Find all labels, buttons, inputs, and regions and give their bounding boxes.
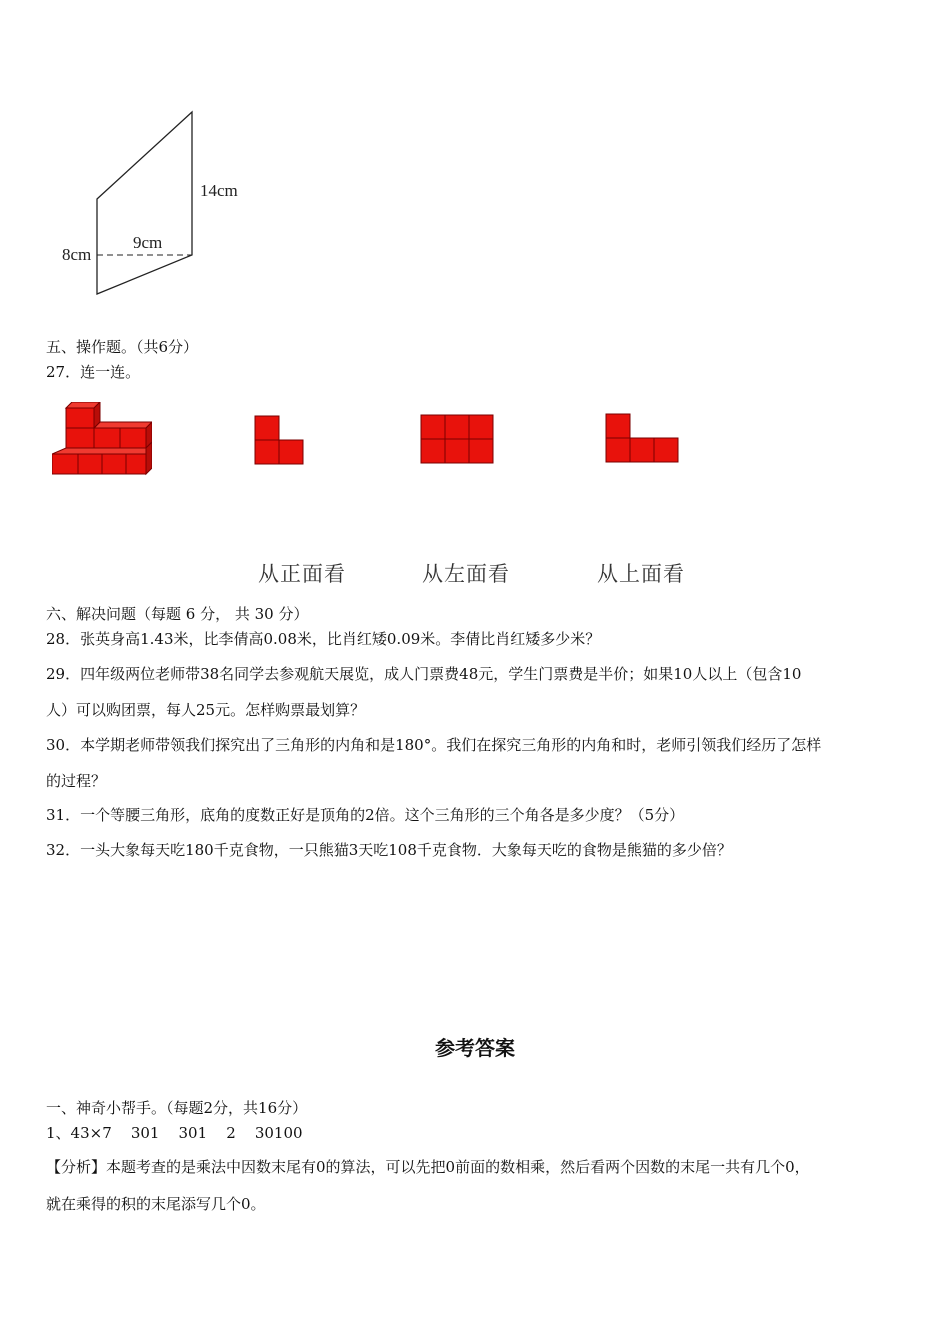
question-31: 31．一个等腰三角形，底角的度数正好是顶角的2倍。这个三角形的三个角各是多少度？（5分）: [46, 806, 685, 824]
question-32: 32．一头大象每天吃180千克食物，一只熊猫3天吃108千克食物．大象每天吃的食物是熊猫的多少倍？: [46, 841, 732, 859]
parallelogram-figure: [55, 105, 255, 305]
height-label: 14cm: [200, 181, 238, 200]
section5-heading: 五、操作题。（共6分）: [46, 338, 199, 356]
answer-1: 1、43×7 301 301 2 30100: [46, 1124, 303, 1142]
section6-heading: 六、解决问题（每题 6 分， 共 30 分）: [46, 605, 309, 623]
cube-stack-icon: [52, 402, 152, 476]
view-label-top: 从上面看: [597, 562, 685, 586]
question-29-line2: 人）可以购团票，每人25元。怎样购票最划算？: [46, 701, 366, 719]
left-view-icon: [420, 414, 496, 466]
question-30-line2: 的过程？: [46, 772, 107, 790]
question-28: 28．张英身高1.43米，比李倩高0.08米，比肖红矮0.09米。李倩比肖红矮多少米？: [46, 630, 601, 648]
parallelogram-shape: [97, 112, 192, 294]
question-27: 27．连一连。: [46, 363, 141, 381]
top-view-icon: [605, 413, 681, 465]
side-label: 8cm: [62, 245, 92, 264]
analysis-line1: 【分析】本题考查的是乘法中因数末尾有0的算法，可以先把0前面的数相乘，然后看两个因数的末尾一共有几个0，: [46, 1158, 810, 1176]
answers-title: 参考答案: [435, 1036, 515, 1060]
question-30-line1: 30．本学期老师带领我们探究出了三角形的内角和是180°。我们在探究三角形的内角和时，老师引领我们经历了怎样: [46, 736, 822, 754]
view-label-left: 从左面看: [422, 562, 510, 586]
answers-section1-heading: 一、神奇小帮手。（每题2分，共16分）: [46, 1099, 308, 1117]
base-label: 9cm: [133, 233, 163, 252]
question-29-line1: 29．四年级两位老师带38名同学去参观航天展览，成人门票费48元，学生门票费是半价；如果10人以上（包含10: [46, 665, 802, 683]
analysis-line2: 就在乘得的积的末尾添写几个0。: [46, 1195, 266, 1213]
view-label-front: 从正面看: [258, 562, 346, 586]
front-view-icon: [254, 415, 306, 467]
